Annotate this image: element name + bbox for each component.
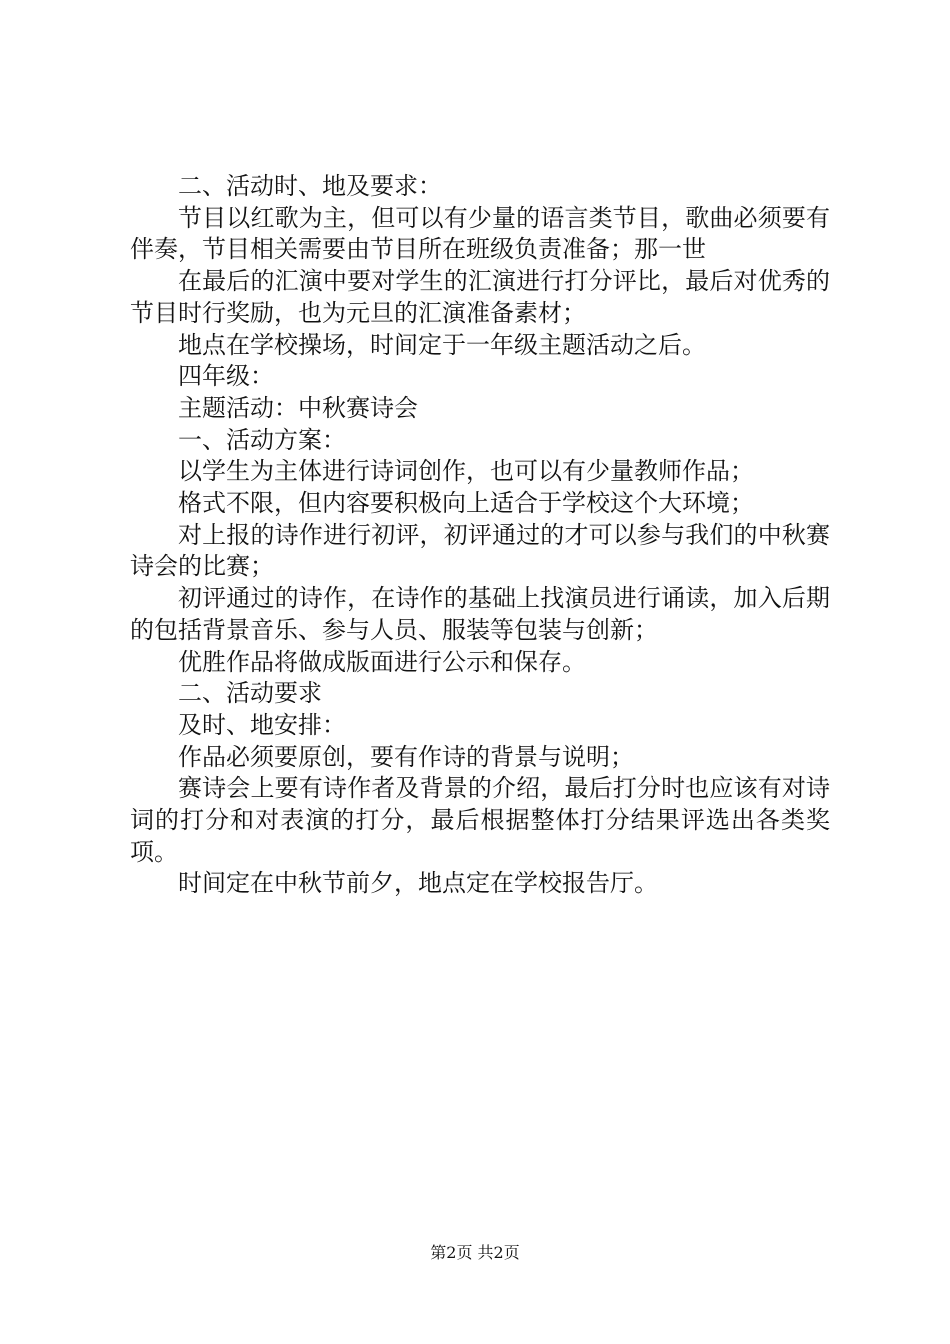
paragraph: 对上报的诗作进行初评，初评通过的才可以参与我们的中秋赛诗会的比赛； bbox=[130, 520, 830, 581]
paragraph-theme-heading: 主题活动：中秋赛诗会 bbox=[178, 393, 418, 422]
paragraph: 以学生为主体进行诗词创作，也可以有少量教师作品； bbox=[178, 457, 754, 486]
page-footer bbox=[0, 1243, 950, 1263]
paragraph: 在最后的汇演中要对学生的汇演进行打分评比，最后对优秀的节目时行奖励，也为元旦的汇演准备素材； bbox=[130, 267, 830, 327]
paragraph: 初评通过的诗作，在诗作的基础上找演员进行诵读，加入后期的包括背景音乐、参与人员、服装等包装与创新； bbox=[130, 584, 830, 644]
paragraph-grade-heading: 四年级： bbox=[178, 362, 274, 391]
paragraph: 作品必须要原创，要有作诗的背景与说明； bbox=[178, 742, 634, 771]
paragraph: 优胜作品将做成版面进行公示和保存。 bbox=[178, 647, 586, 676]
paragraph: 格式不限，但内容要积极向上适合于学校这个大环境； bbox=[178, 489, 754, 518]
paragraph-section-heading: 二、活动时、地及要求： bbox=[178, 172, 442, 200]
paragraph: 节目以红歌为主，但可以有少量的语言类节目，歌曲必须要有伴奏，节目相关需要由节目所在班级负责准备；那一世 bbox=[130, 203, 830, 264]
paragraph: 时间定在中秋节前夕，地点定在学校报告厅。 bbox=[178, 869, 658, 898]
page-number-label: 第2页 共2页 bbox=[430, 1243, 520, 1262]
paragraph: 赛诗会上要有诗作者及背景的介绍，最后打分时也应该有对诗词的打分和对表演的打分，最后根据整体打分结果评选出各类奖项。 bbox=[130, 774, 830, 866]
document-body bbox=[130, 171, 830, 900]
paragraph: 地点在学校操场，时间定于一年级主题活动之后。 bbox=[178, 330, 706, 359]
paragraph-subheading: 及时、地安排： bbox=[178, 710, 346, 739]
paragraph-section-heading: 一、活动方案： bbox=[178, 425, 346, 454]
paragraph-section-heading: 二、活动要求 bbox=[178, 679, 322, 708]
